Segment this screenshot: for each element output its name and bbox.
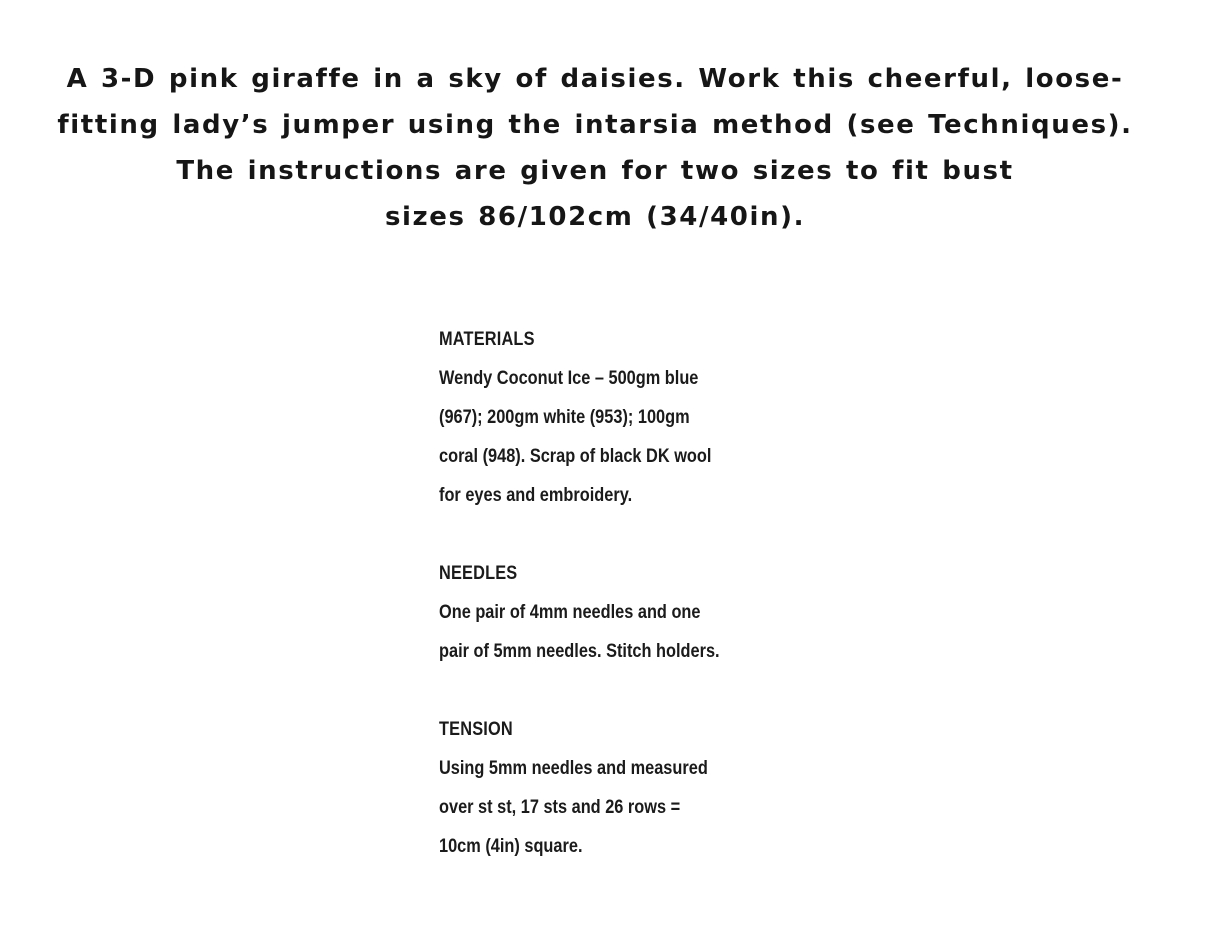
intro-line: sizes 86/102cm (34/40in).	[384, 202, 806, 232]
intro-line: The instructions are given for two sizes to fit bust	[176, 156, 1014, 186]
pattern-details	[439, 320, 799, 905]
tension-line: Using 5mm needles and measured	[439, 758, 708, 779]
tension-line: 10cm (4in) square.	[439, 836, 583, 857]
needles-heading: NEEDLES	[439, 563, 518, 584]
intro-paragraph	[0, 56, 1190, 240]
tension-section	[439, 710, 799, 866]
intro-line: fitting lady’s jumper using the intarsia method (see Techniques).	[57, 110, 1133, 140]
needles-line: One pair of 4mm needles and one	[439, 602, 701, 623]
materials-line: coral (948). Scrap of black DK wool	[439, 446, 712, 467]
materials-line: (967); 200gm white (953); 100gm	[439, 407, 690, 428]
materials-heading: MATERIALS	[439, 329, 535, 350]
materials-line: Wendy Coconut Ice – 500gm blue	[439, 368, 699, 389]
tension-line: over st st, 17 sts and 26 rows =	[439, 797, 681, 818]
materials-section	[439, 320, 799, 515]
intro-line: A 3-D pink giraffe in a sky of daisies. Work this cheerful, loose-	[66, 64, 1124, 94]
tension-heading: TENSION	[439, 719, 513, 740]
materials-line: for eyes and embroidery.	[439, 485, 633, 506]
needles-line: pair of 5mm needles. Stitch holders.	[439, 641, 720, 662]
needles-section	[439, 554, 799, 671]
